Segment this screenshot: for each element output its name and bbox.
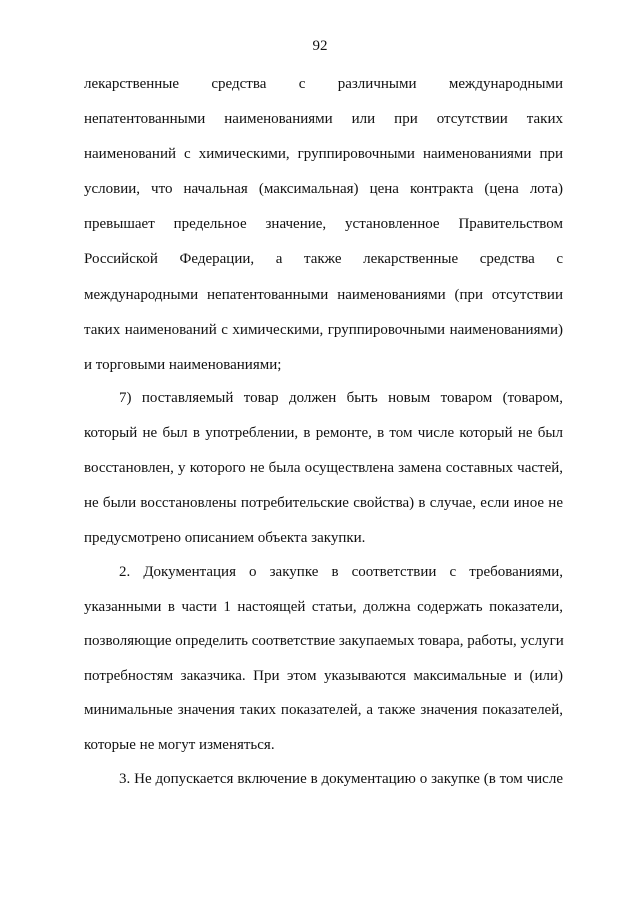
- page-number: 92: [312, 38, 328, 54]
- text-line: не были восстановлены потребительские свойства) в случае, если иное не: [84, 495, 563, 511]
- text-line: условии, что начальная (максимальная) цена контракта (цена лота): [84, 181, 563, 197]
- text-line: таких наименований с химическими, группировочными наименованиями): [84, 322, 563, 338]
- text-line: позволяющие определить соответствие закупаемых товара, работы, услуги: [84, 633, 564, 649]
- paragraph-first-line: 7) поставляемый товар должен быть новым товаром (товаром,: [119, 390, 563, 406]
- paragraph-first-line: 3. Не допускается включение в документацию о закупке (в том числе: [119, 771, 563, 787]
- text-line: лекарственные средства с различными международными: [84, 76, 563, 92]
- text-line: предусмотрено описанием объекта закупки.: [84, 530, 366, 546]
- text-line: непатентованными наименованиями или при отсутствии таких: [84, 111, 563, 127]
- text-line: и торговыми наименованиями;: [84, 357, 282, 373]
- text-line: международными непатентованными наименованиями (при отсутствии: [84, 287, 563, 303]
- text-line: превышает предельное значение, установленное Правительством: [84, 216, 563, 232]
- text-line: потребностям заказчика. При этом указываются максимальные и (или): [84, 668, 563, 684]
- text-line: которые не могут изменяться.: [84, 737, 275, 753]
- text-line: который не был в употреблении, в ремонте, в том числе который не был: [84, 425, 563, 441]
- text-line: Российской Федерации, а также лекарственные средства с: [84, 251, 563, 267]
- paragraph-first-line: 2. Документация о закупке в соответствии с требованиями,: [119, 564, 563, 580]
- text-line: указанными в части 1 настоящей статьи, должна содержать показатели,: [84, 599, 563, 615]
- text-line: наименований с химическими, группировочными наименованиями при: [84, 146, 563, 162]
- text-line: восстановлен, у которого не была осуществлена замена составных частей,: [84, 460, 563, 476]
- text-line: минимальные значения таких показателей, а также значения показателей,: [84, 702, 563, 718]
